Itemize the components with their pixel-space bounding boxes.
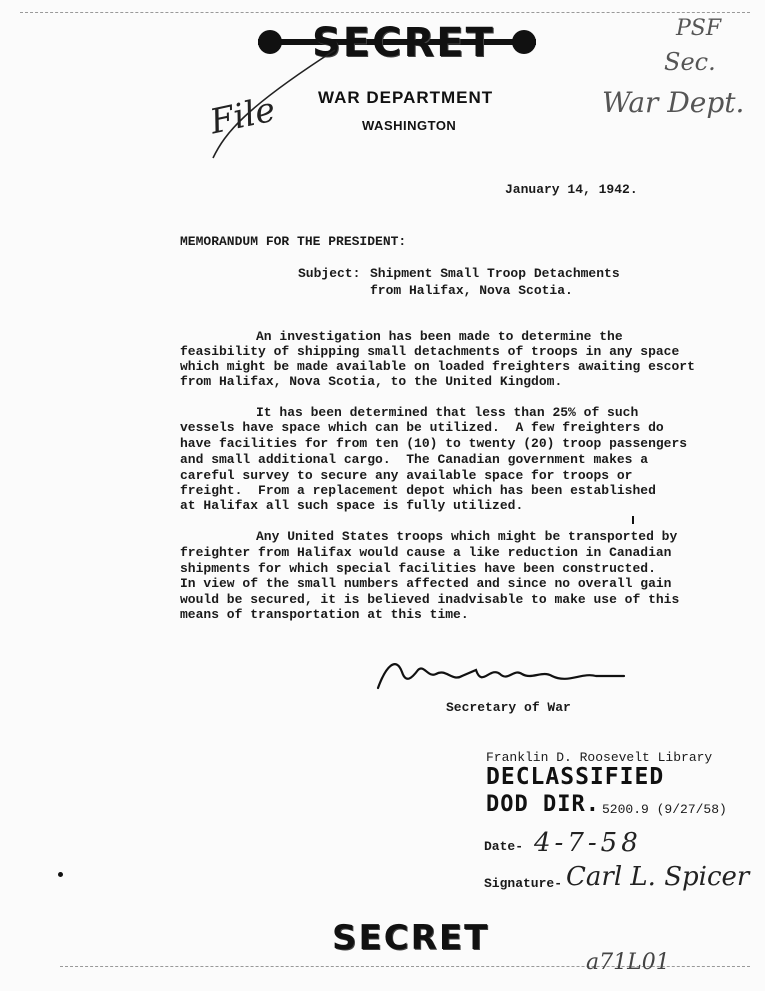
memo-date: January 14, 1942. [505, 182, 638, 197]
subject-line-1: Shipment Small Troop Detachments [370, 266, 620, 281]
stamp-dot-right [512, 30, 536, 54]
para1-line: feasibility of shipping small detachments of troops in any space [180, 344, 680, 359]
para2-line: vessels have space which can be utilized. A few freighters do [180, 420, 664, 435]
para3-line: would be secured, it is believed inadvisable to make use of this [180, 592, 680, 607]
declass-date-value: 4-7-58 [534, 828, 642, 858]
secret-classification: SECRET [312, 20, 495, 66]
para2-line: It has been determined that less than 25% of such [256, 405, 639, 420]
para2-line: freight. From a replacement depot which has been established [180, 483, 656, 498]
library-name: Franklin D. Roosevelt Library [486, 750, 713, 765]
psf-note-line1: PSF [676, 16, 722, 41]
signer-title: Secretary of War [446, 700, 571, 715]
secret-classification: SECRET [332, 918, 490, 958]
para1-line: An investigation has been made to determine the [256, 329, 623, 344]
subject-line-2: from Halifax, Nova Scotia. [370, 283, 573, 298]
para2-line: careful survey to secure any available space for troops or [180, 468, 633, 483]
folio-number: a71L01 [586, 950, 670, 975]
para1-line: which might be made available on loaded freighters awaiting escort [180, 359, 695, 374]
para2-line: at Halifax all such space is fully utilized. [180, 498, 524, 513]
para1-line: from Halifax, Nova Scotia, to the United Kingdom. [180, 374, 563, 389]
file-note: File [206, 89, 279, 143]
para3-line: In view of the small numbers affected and since no overall gain [180, 576, 672, 591]
letterhead-department: WAR DEPARTMENT [318, 88, 494, 107]
para2-line: and small additional cargo. The Canadian government makes a [180, 452, 649, 467]
memo-addressee: MEMORANDUM FOR THE PRESIDENT: [180, 234, 407, 249]
dod-directive-number: 5200.9 (9/27/58) [602, 802, 727, 817]
declass-date-label: Date- [484, 839, 524, 854]
psf-note-line2: Sec. [664, 48, 716, 76]
margin-mark [632, 516, 634, 524]
dod-directive-prefix: DOD DIR. [486, 792, 600, 817]
para3-line: freighter from Halifax would cause a like reduction in Canadian [180, 545, 672, 560]
page-edge-rule-top [20, 12, 750, 13]
para3-line: shipments for which special facilities have been constructed. [180, 561, 656, 576]
declass-signature-label: Signature- [484, 876, 563, 891]
para3-line: Any United States troops which might be transported by [256, 529, 678, 544]
subject-label: Subject: [298, 266, 361, 281]
margin-mark [58, 872, 63, 877]
para3-line: means of transportation at this time. [180, 607, 469, 622]
secret-stamp-bottom [326, 918, 506, 958]
declassified-stamp: DECLASSIFIED [486, 764, 665, 790]
para2-line: have facilities for from ten (10) to twenty (20) troop passengers [180, 436, 688, 451]
letterhead-city: WASHINGTON [362, 118, 457, 133]
psf-note-line3: War Dept. [602, 86, 745, 119]
declass-signature-value: Carl L. Spicer [566, 862, 750, 892]
